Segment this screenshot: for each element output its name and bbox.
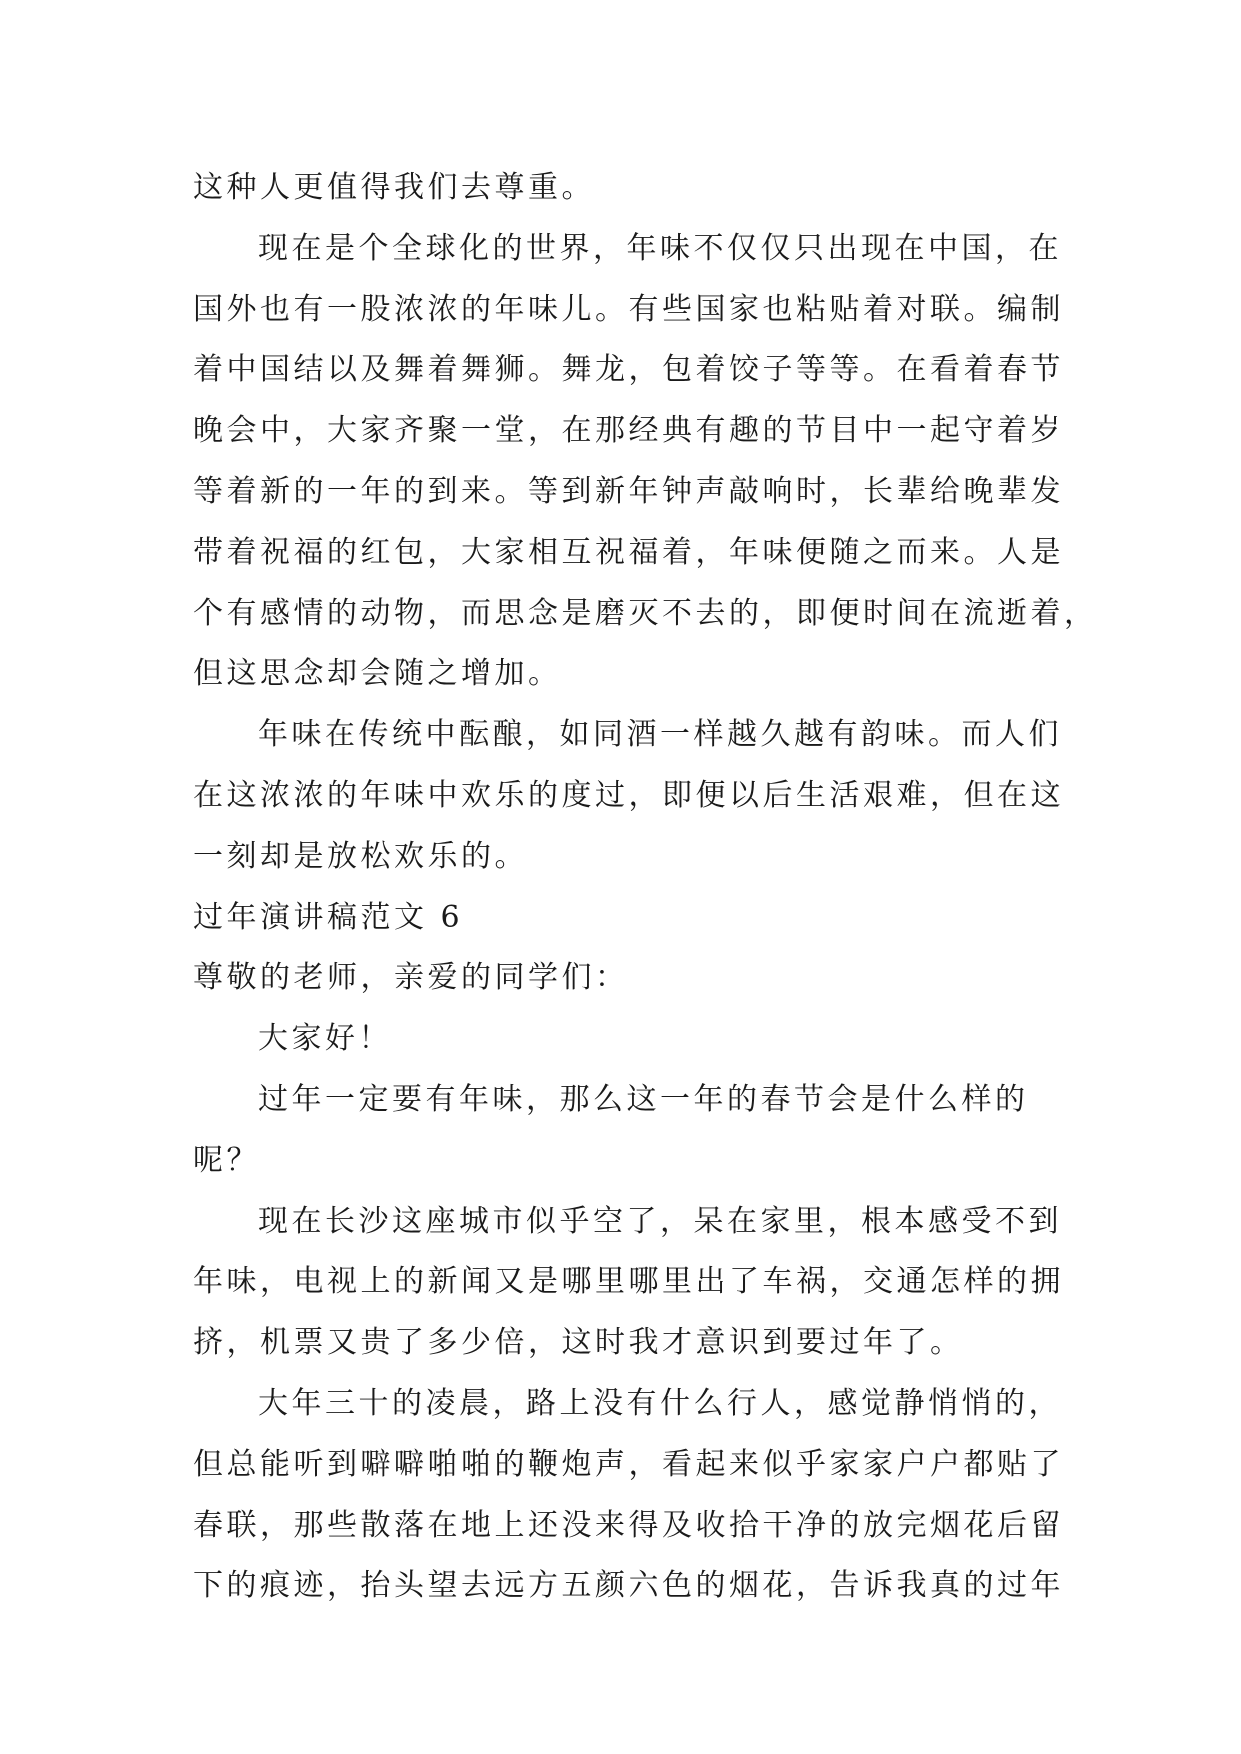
text-line: 大年三十的凌晨，路上没有什么行人，感觉静悄悄的，: [258, 1385, 1062, 1421]
text-line: 过年一定要有年味，那么这一年的春节会是什么样的: [258, 1081, 1029, 1117]
paragraph-1: [193, 158, 1055, 219]
paragraph-2: [193, 219, 1098, 705]
paragraph-4: [193, 1070, 1055, 1192]
salutation-text: 尊敬的老师，亲爱的同学们：: [193, 960, 629, 996]
text-line: 国外也有一股浓浓的年味儿。有些国家也粘贴着对联。编制: [193, 291, 1064, 327]
text-line: 挤，机票又贵了多少倍，这时我才意识到要过年了。: [193, 1325, 964, 1361]
text-line: 现在长沙这座城市似乎空了，呆在家里，根本感受不到: [258, 1203, 1062, 1239]
text-line: 但总能听到噼噼啪啪的鞭炮声，看起来似乎家家户户都贴了: [193, 1446, 1064, 1482]
text-line: 在这浓浓的年味中欢乐的度过，即便以后生活艰难，但在这: [193, 777, 1064, 813]
salutation: [193, 948, 1055, 1009]
text-line: 着中国结以及舞着舞狮。舞龙，包着饺子等等。在看着春节: [193, 352, 1064, 388]
text-line: 晚会中，大家齐聚一堂，在那经典有趣的节目中一起守着岁: [193, 413, 1064, 449]
text-line: 这种人更值得我们去尊重。: [193, 170, 595, 205]
text-line: 但这思念却会随之增加。: [193, 656, 562, 692]
paragraph-3: [193, 705, 1064, 887]
paragraph-6: [193, 1374, 1064, 1617]
text-line: 带着祝福的红包，大家相互祝福着，年味便随之而来。人是: [193, 534, 1064, 570]
text-line: 年味在传统中酝酿，如同酒一样越久越有韵味。而人们: [258, 717, 1062, 753]
text-line: 呢？: [193, 1142, 260, 1178]
paragraph-5: [193, 1192, 1064, 1374]
text-line: 个有感情的动物，而思念是磨灭不去的，即便时间在流逝着，: [193, 595, 1098, 631]
text-line: 现在是个全球化的世界，年味不仅仅只出现在中国，在: [258, 230, 1062, 266]
section-heading: [193, 888, 1055, 949]
greeting: [193, 1009, 1055, 1070]
text-line: 一刻却是放松欢乐的。: [193, 838, 528, 874]
text-line: 等着新的一年的到来。等到新年钟声敲响时，长辈给晚辈发: [193, 473, 1064, 509]
text-line: 下的痕迹，抬头望去远方五颜六色的烟花，告诉我真的过年: [193, 1568, 1064, 1604]
heading-text: 过年演讲稿范文 6: [193, 899, 464, 935]
text-line: 年味，电视上的新闻又是哪里哪里出了车祸，交通怎样的拥: [193, 1264, 1064, 1300]
document-body: [193, 158, 1098, 1617]
text-line: 春联，那些散落在地上还没来得及收拾干净的放完烟花后留: [193, 1507, 1064, 1543]
greeting-text: 大家好！: [258, 1021, 392, 1057]
